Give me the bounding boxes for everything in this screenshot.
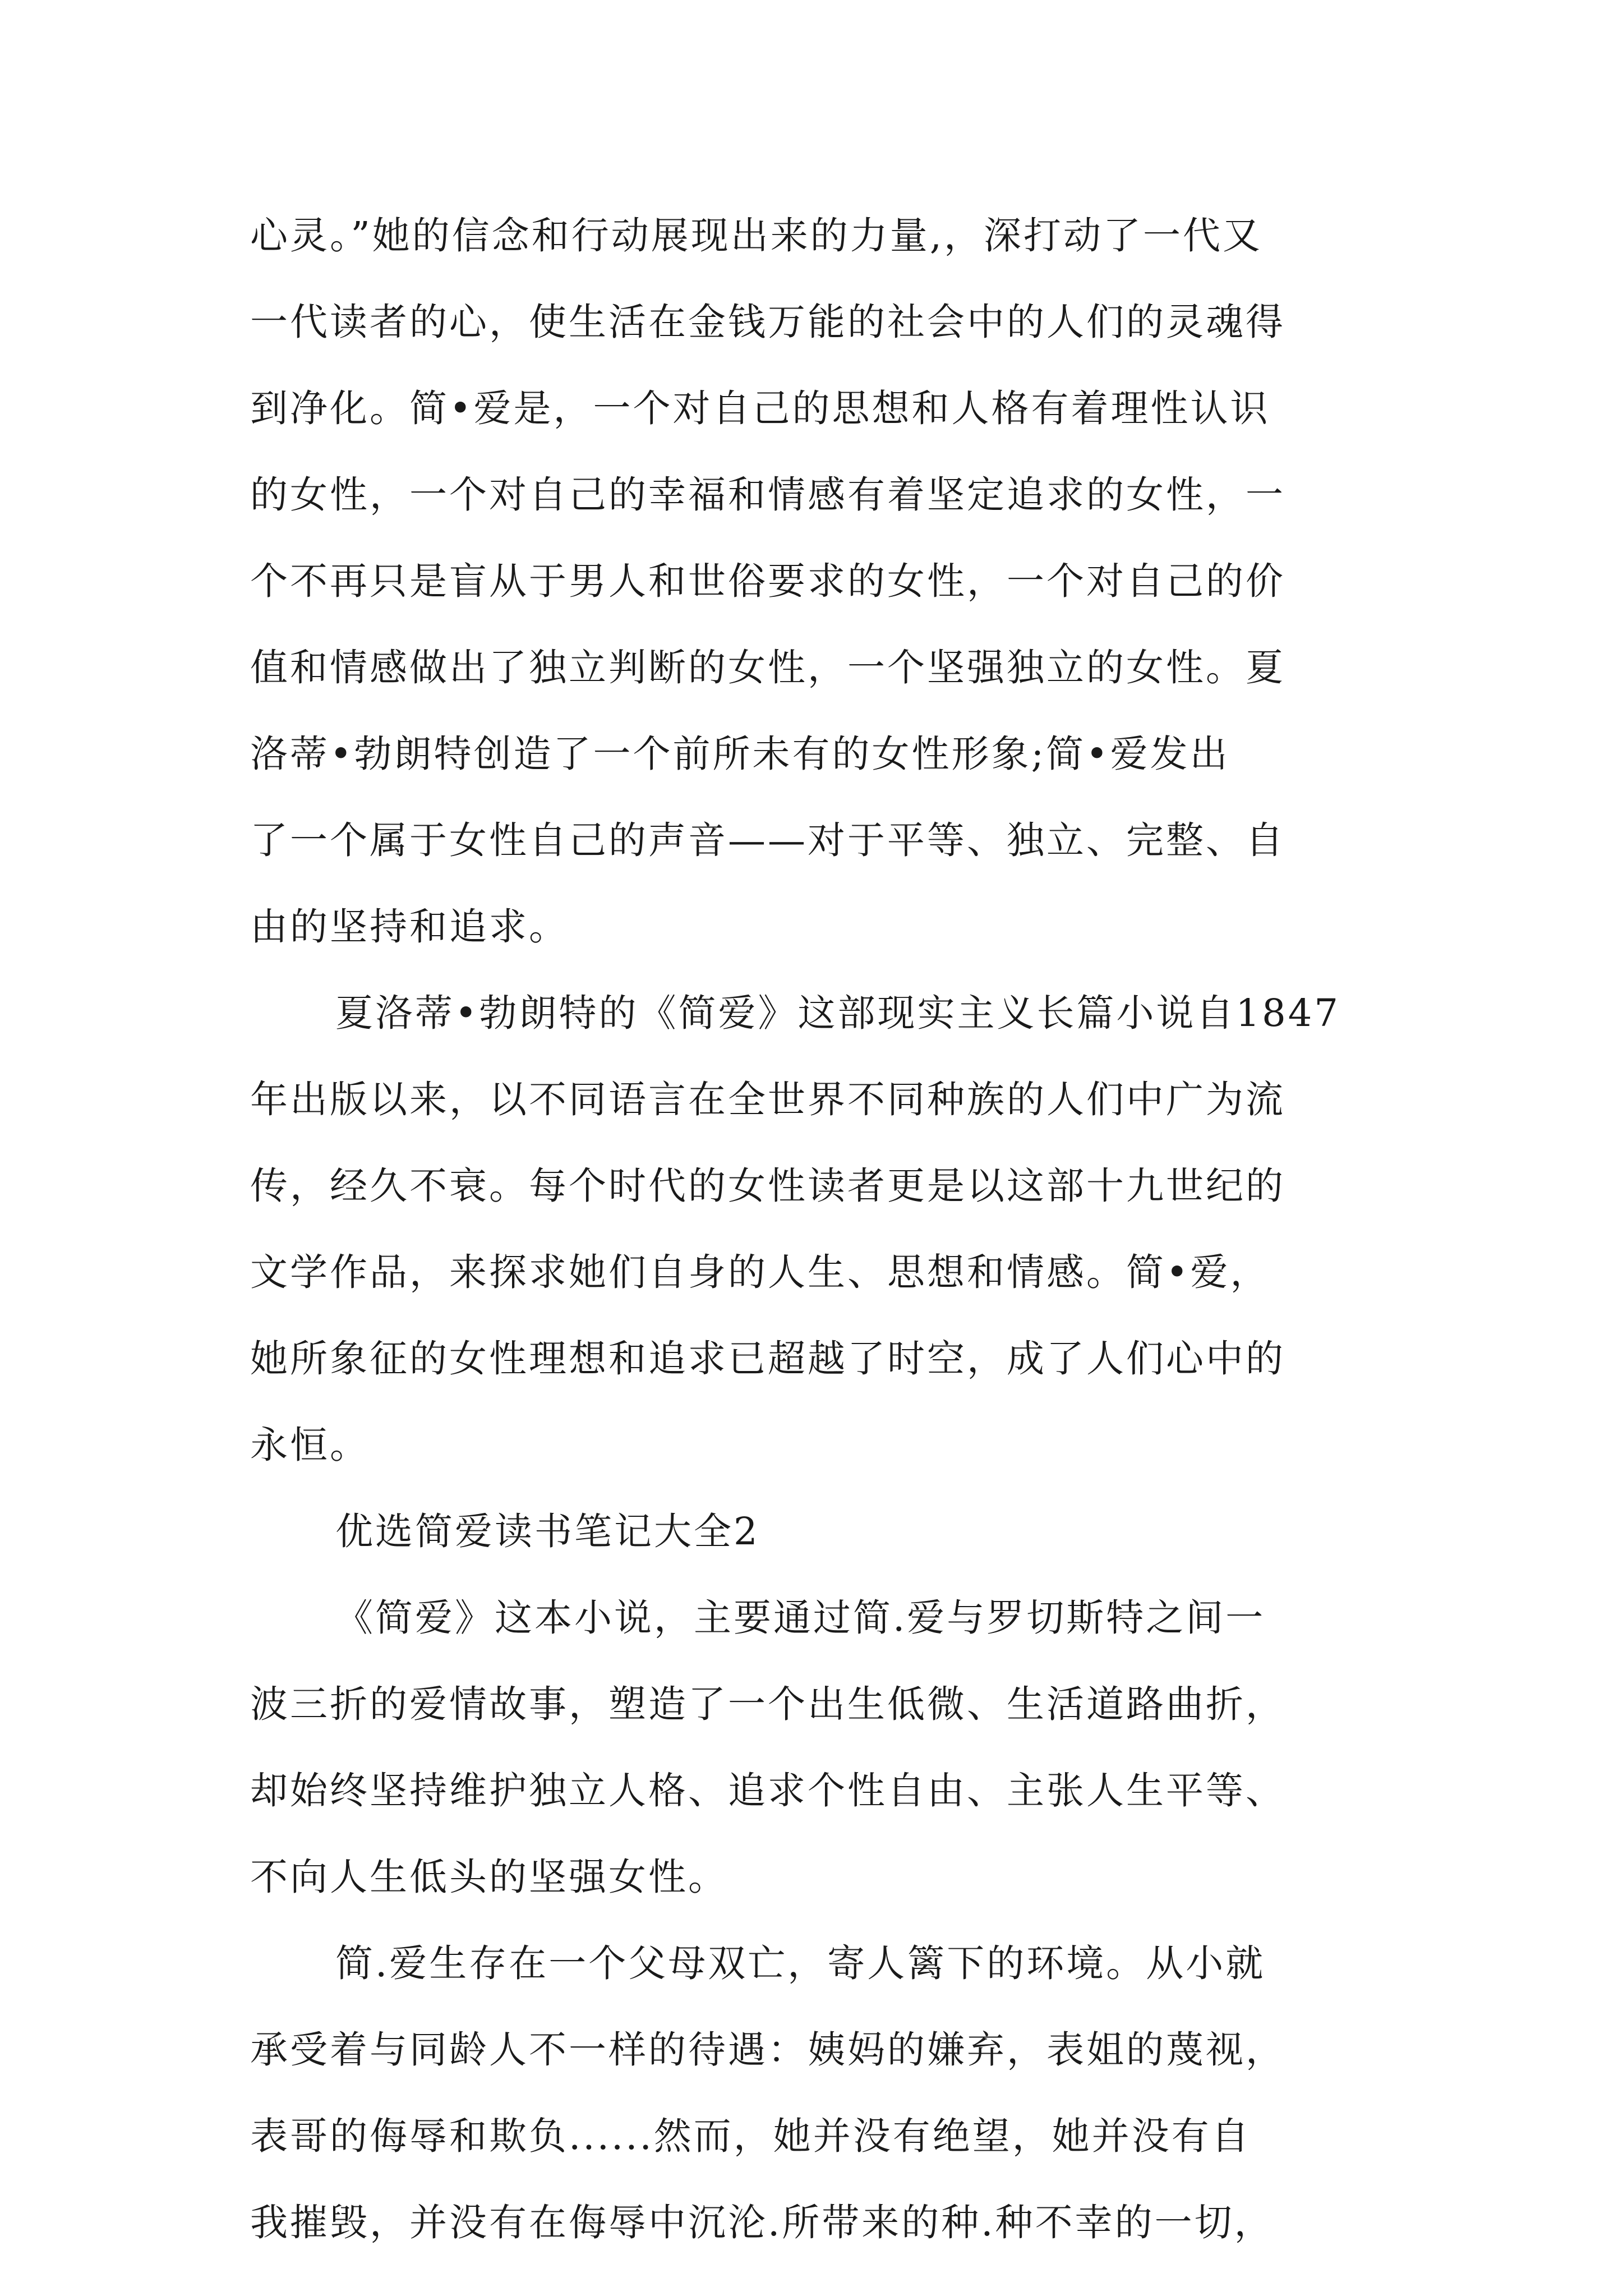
paragraph-line: 波三折的爱情故事，塑造了一个出生低微、生活道路曲折， bbox=[250, 1682, 1285, 1726]
paragraph-line: 个不再只是盲从于男人和世俗要求的女性，一个对自己的价 bbox=[250, 559, 1285, 603]
paragraph-line: 文学作品，来探求她们自身的人生、思想和情感。简•爱， bbox=[250, 1250, 1270, 1294]
paragraph-line: 简.爱生存在一个父母双亡，寄人篱下的环境。从小就 bbox=[335, 1941, 1266, 1985]
paragraph-line: 不向人生低头的坚强女性。 bbox=[250, 1855, 728, 1899]
paragraph-line: 洛蒂•勃朗特创造了一个前所未有的女性形象;简•爱发出 bbox=[250, 732, 1230, 776]
paragraph-line: 表哥的侮辱和欺负......然而，她并没有绝望，她并没有自 bbox=[250, 2114, 1251, 2158]
paragraph-line: 传，经久不衰。每个时代的女性读者更是以这部十九世纪的 bbox=[250, 1164, 1285, 1208]
paragraph-line: 一代读者的心，使生活在金钱万能的社会中的人们的灵魂得 bbox=[250, 300, 1285, 344]
paragraph-line: 由的坚持和追求。 bbox=[250, 905, 569, 949]
paragraph-line: 夏洛蒂•勃朗特的《简爱》这部现实主义长篇小说自1847 bbox=[335, 991, 1341, 1035]
paragraph-line: 承受着与同龄人不一样的待遇：姨妈的嫌弃，表姐的蔑视， bbox=[250, 2028, 1285, 2072]
paragraph-line: 永恒。 bbox=[250, 1423, 370, 1467]
paragraph-line: 到净化。简•爱是，一个对自己的思想和人格有着理性认识 bbox=[250, 386, 1270, 430]
paragraph-line: 我摧毁，并没有在侮辱中沉沦.所带来的种.种不幸的一切， bbox=[250, 2201, 1274, 2244]
paragraph-line: 了一个属于女性自己的声音——对于平等、独立、完整、自 bbox=[250, 818, 1285, 862]
paragraph-line: 《简爱》这本小说，主要通过简.爱与罗切斯特之间一 bbox=[335, 1596, 1266, 1640]
paragraph-line: 她所象征的女性理想和追求已超越了时空，成了人们心中的 bbox=[250, 1337, 1285, 1381]
paragraph-line: 却始终坚持维护独立人格、追求个性自由、主张人生平等、 bbox=[250, 1769, 1285, 1812]
section-heading: 优选简爱读书笔记大全2 bbox=[335, 1510, 760, 1553]
paragraph-line: 心灵。”她的信念和行动展现出来的力量,，深打动了一代又 bbox=[250, 214, 1263, 257]
paragraph-line: 的女性，一个对自己的幸福和情感有着坚定追求的女性，一 bbox=[250, 473, 1285, 517]
paragraph-line: 值和情感做出了独立判断的女性，一个坚强独立的女性。夏 bbox=[250, 646, 1285, 689]
paragraph-line: 年出版以来，以不同语言在全世界不同种族的人们中广为流 bbox=[250, 1078, 1285, 1121]
